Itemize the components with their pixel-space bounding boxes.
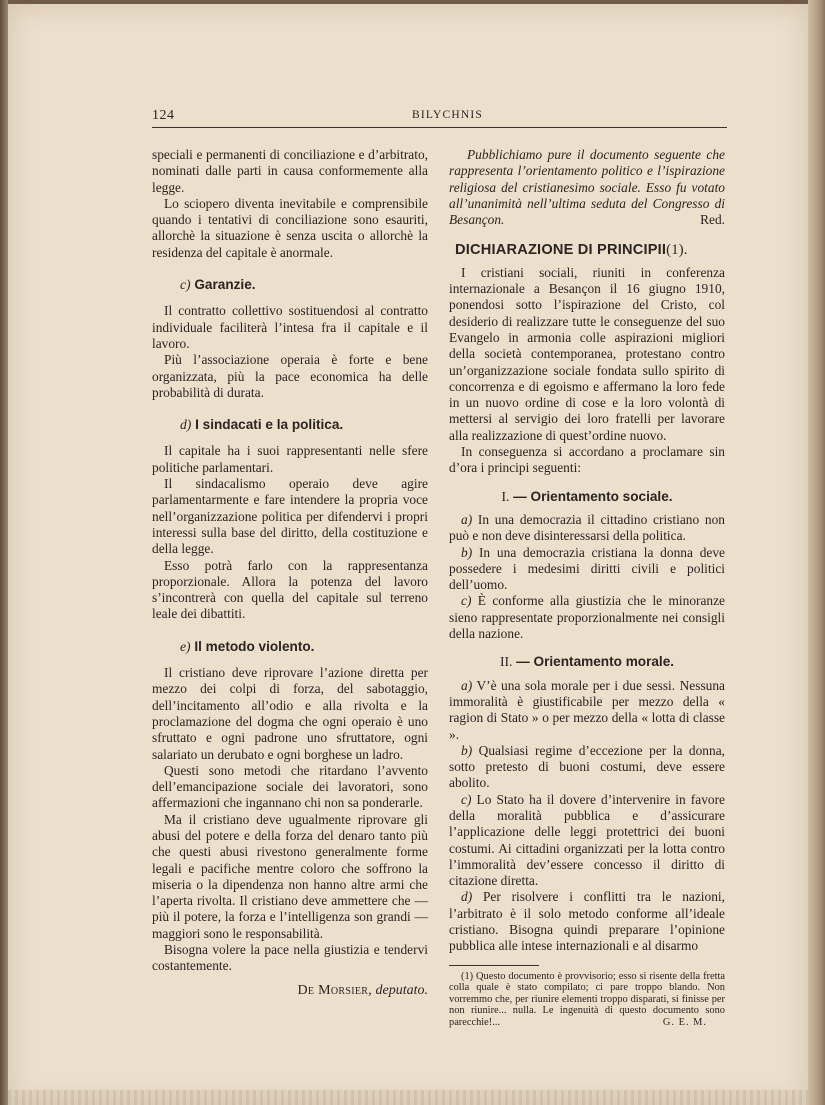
section-heading-sindacati: [180, 417, 428, 433]
section-title: Il metodo violento.: [194, 638, 315, 654]
paragraph: In conseguenza si accordano a proclamare sin d’ora i principi seguenti:: [449, 444, 725, 476]
principle-item: [449, 743, 725, 792]
footnote-initials: G. E. M.: [662, 1017, 707, 1029]
section-number: II.: [499, 654, 513, 670]
item-text: In una democrazia il cittadino cristiano non può e non deve disinteressarsi della politica.: [449, 511, 725, 544]
right-column: [449, 147, 725, 1029]
footnote-rule: [449, 965, 539, 966]
editorial-intro-text: Pubblichiamo pure il documento seguente che rappresenta l’orientamento politico e l’ispirazione religiosa del cristianesimo sociale. Esso fu votato all’unanimità nell’ultima seduta del Congresso di Besançon.: [449, 147, 725, 228]
footnote: [449, 971, 725, 1029]
section-heading-garanzie: [180, 277, 428, 293]
item-letter: b): [461, 742, 473, 758]
section-title: — Orientamento morale.: [516, 654, 675, 670]
section-heading-orientamento-morale: [449, 654, 725, 670]
principle-item: [449, 545, 725, 594]
editorial-intro: [449, 147, 725, 228]
page-number: 124: [152, 108, 175, 123]
declaration-title: [455, 242, 725, 258]
editorial-signature: Red.: [700, 212, 725, 228]
left-column: [152, 147, 428, 999]
page-gutter-shadow: [0, 0, 8, 1105]
section-letter: e): [180, 638, 191, 654]
paragraph: Il sindacalismo operaio deve agire parlamentarmente e fare intendere la propria voce nell’organizzazione politica per difendervi i propri interessi sulla base del diritto, della costituzione e della legge.: [152, 476, 428, 557]
item-text: In una democrazia cristiana la donna deve possedere i medesimi diritti civili e politici dell’uomo.: [449, 544, 725, 593]
item-text: Qualsiasi regime d’eccezione per la donna, sotto pretesto di buoni costumi, deve essere abolito.: [449, 742, 725, 791]
item-text: Lo Stato ha il dovere d’intervenire in favore della moralità pubblica e d’assicurare l’applicazione delle leggi protettrici dei buoni costumi. Ai cittadini organizzati per la lotta contro l’immoralità dev’essere concesso il diritto di citazione diretta.: [449, 791, 725, 889]
item-letter: b): [461, 544, 473, 560]
page-edge: [808, 0, 825, 1105]
paragraph: Lo sciopero diventa inevitabile e comprensibile quando i tentativi di conciliazione sono esauriti, allorchè la situazione è senza uscita o allorchè la residenza del capitale è anormale.: [152, 195, 428, 260]
principle-item: [449, 593, 725, 642]
paragraph: speciali e permanenti di conciliazione e d’arbitrato, nominati dalle parti in causa conformemente alla legge.: [152, 147, 428, 195]
principle-item: [449, 512, 725, 545]
paragraph: Più l’associazione operaia è forte e bene organizzata, più la pace economica ha delle probabilità di durata.: [152, 352, 428, 400]
paragraph: Bisogna volere la pace nella giustizia e tendervi costantemente.: [152, 942, 428, 974]
principle-item: [449, 889, 725, 954]
principle-item: [449, 678, 725, 743]
item-letter: a): [461, 677, 473, 693]
item-text: È conforme alla giustizia che le minoranze sieno rappresentate proporzionalmente nei consigli della nazione.: [449, 593, 725, 642]
page-bottom-edge: [8, 1090, 808, 1105]
paragraph: Ma il cristiano deve ugualmente riprovare gli abusi del potere e della forza del denaro tanto più che questi abusi rivestono generalmente forme legali e pacifiche mentre coloro che soffrono la miseria o la dipendenza non hanno altre armi che l’aperta rivolta. Il cristiano deve ammettere che — più il potere, la forza e l’intelligenza son grandi — maggiori sono le responsabilità.: [152, 811, 428, 941]
declaration-title-text: DICHIARAZIONE DI PRINCIPII: [455, 242, 667, 259]
running-head: BILYCHNIS: [412, 109, 483, 121]
section-heading-metodo-violento: [180, 639, 428, 655]
author-role: deputato.: [375, 982, 428, 998]
author-signature: [152, 983, 428, 999]
item-letter: a): [461, 511, 473, 527]
author-name: De Morsier,: [297, 982, 372, 998]
section-letter: c): [180, 277, 191, 293]
item-text: V’è una sola morale per i due sessi. Nessuna immoralità è giustificabile per mezzo della « ragion di Stato » o per mezzo della « lotta di classe ».: [449, 677, 726, 742]
section-number: I.: [501, 488, 510, 504]
section-title: Garanzie.: [194, 277, 256, 293]
item-letter: c): [461, 593, 472, 609]
paragraph: Il contratto collettivo sostituendosi al contratto individuale faciliterà l’intesa fra il capitale e il lavoro.: [152, 303, 428, 351]
header-rule: [152, 127, 727, 128]
paragraph: Esso potrà farlo con la rappresentanza proporzionale. Allora la potenza del lavoro s’incontrerà con quella del capitale sul terreno leale dei dibattiti.: [152, 557, 428, 622]
section-letter: d): [180, 417, 192, 433]
section-title: — Orientamento sociale.: [513, 488, 673, 504]
section-title: I sindacati e la politica.: [195, 417, 344, 433]
paragraph: Il cristiano deve riprovare l’azione diretta per mezzo dei colpi di forza, del sabotaggio, dell’incitamento all’odio e alla rivolta e la proclamazione del dogma che ogni operaio è uno sfruttato e ogni padrone uno sfruttatore, ogni salariato un derubato e ogni borghese un ladro.: [152, 665, 428, 762]
footnote-text: (1) Questo documento è provvisorio; esso si risente della fretta colla quale è stato compilato; ci pare troppo blando. Non vorremmo che, per riunire elementi troppo disparati, si finisse per non riunire... nulla. Le ingenuità di questo documento sono parecchie!...: [449, 970, 725, 1029]
paragraph: Il capitale ha i suoi rappresentanti nelle sfere politiche parlamentari.: [152, 443, 428, 475]
paragraph: I cristiani sociali, riuniti in conferenza internazionale a Besançon il 16 giugno 1910, ponendosi sotto l’ispirazione del Cristo, col desiderio di realizzare tutte le conseguenze del suo Evangelo in armonia colle aspirazioni migliori della società contemporanea, protestano contro un’organizzazione sociale fondata sullo spirito di concorrenza e di egoismo e affermano la loro fede in un nuovo ordine di cose e la loro volontà di mettersi al servigio dei loro fratelli per lavorare alla realizzazione di quest’ordine nuovo.: [449, 264, 725, 443]
footnote-reference: (1).: [666, 242, 688, 259]
paragraph: Questi sono metodi che ritardano l’avvento dell’emancipazione sociale dei lavoratori, sono affermazioni che ingannano chi non sa ponderarle.: [152, 762, 428, 811]
item-letter: c): [461, 791, 472, 807]
item-text: Per risolvere i conflitti tra le nazioni, l’arbitrato è il solo metodo conforme all’ideale cristiano. Bisogna quindi preparare l’opinione pubblica alle intese internazionali e al disarmo: [449, 889, 725, 954]
item-letter: d): [461, 889, 473, 905]
section-heading-orientamento-sociale: [449, 489, 725, 505]
principle-item: [449, 792, 725, 890]
